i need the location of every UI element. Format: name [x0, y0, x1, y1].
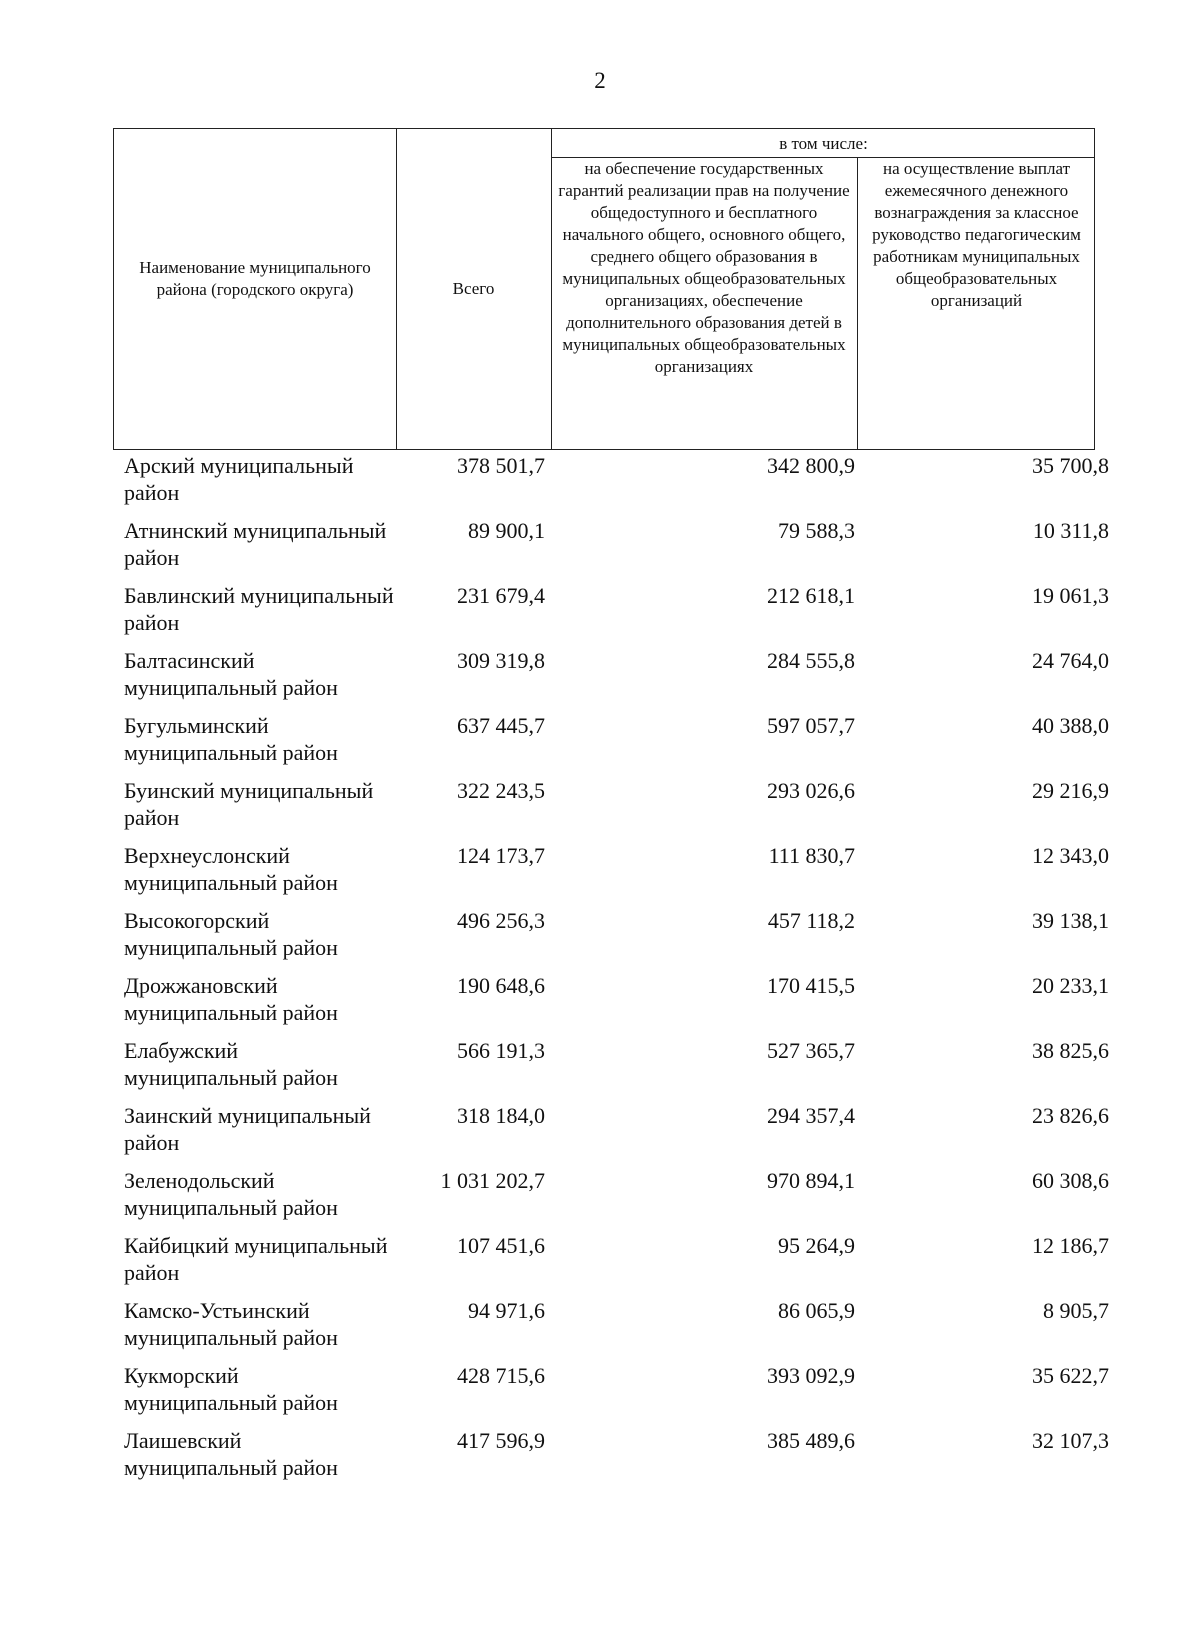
- class-management-value: 23 826,6: [1032, 1103, 1109, 1128]
- guarantees-value: 385 489,6: [767, 1428, 855, 1453]
- district-name: Бавлинский муниципальный район: [124, 583, 394, 635]
- header-total-column: Всего: [452, 279, 495, 298]
- table-row: [0, 972, 1200, 1037]
- guarantees-value: 527 365,7: [767, 1038, 855, 1063]
- table-row: [0, 712, 1200, 777]
- total-value: 190 648,6: [457, 973, 545, 998]
- class-management-value: 20 233,1: [1032, 973, 1109, 998]
- class-management-value: 12 343,0: [1032, 843, 1109, 868]
- class-management-value: 35 622,7: [1032, 1363, 1109, 1388]
- total-value: 1 031 202,7: [440, 1168, 545, 1193]
- total-value: 124 173,7: [457, 843, 545, 868]
- guarantees-value: 111 830,7: [768, 843, 855, 868]
- class-management-value: 24 764,0: [1032, 648, 1109, 673]
- table-row: [0, 1297, 1200, 1362]
- class-management-value: 38 825,6: [1032, 1038, 1109, 1063]
- guarantees-value: 970 894,1: [767, 1168, 855, 1193]
- district-name: Дрожжановский муниципальный район: [124, 973, 338, 1025]
- header-group-label: в том числе:: [779, 134, 868, 153]
- guarantees-value: 342 800,9: [767, 453, 855, 478]
- class-management-value: 19 061,3: [1032, 583, 1109, 608]
- total-value: 566 191,3: [457, 1038, 545, 1063]
- class-management-value: 32 107,3: [1032, 1428, 1109, 1453]
- district-name: Зеленодольский муниципальный район: [124, 1168, 338, 1220]
- guarantees-value: 294 357,4: [767, 1103, 855, 1128]
- class-management-value: 40 388,0: [1032, 713, 1109, 738]
- guarantees-value: 212 618,1: [767, 583, 855, 608]
- total-value: 322 243,5: [457, 778, 545, 803]
- guarantees-value: 95 264,9: [778, 1233, 855, 1258]
- total-value: 309 319,8: [457, 648, 545, 673]
- total-value: 496 256,3: [457, 908, 545, 933]
- table-row: [0, 517, 1200, 582]
- guarantees-value: 393 092,9: [767, 1363, 855, 1388]
- class-management-value: 10 311,8: [1032, 518, 1109, 543]
- guarantees-value: 170 415,5: [767, 973, 855, 998]
- total-value: 231 679,4: [457, 583, 545, 608]
- table-row: [0, 842, 1200, 907]
- table-row: [0, 1362, 1200, 1427]
- table-body: [0, 452, 1200, 1492]
- table-row: [0, 647, 1200, 712]
- class-management-value: 8 905,7: [1043, 1298, 1109, 1323]
- table-row: [0, 1167, 1200, 1232]
- district-name: Заинский муниципальный район: [124, 1103, 371, 1155]
- total-value: 89 900,1: [468, 518, 545, 543]
- total-value: 428 715,6: [457, 1363, 545, 1388]
- total-value: 417 596,9: [457, 1428, 545, 1453]
- table-row: [0, 1037, 1200, 1102]
- header-guarantees-column: на обеспечение государственных гарантий реализации прав на получение общедоступного и бесплатного начального общего, основного общего, среднего общего образования в муниципальных общеобразовательных организациях, обеспечение дополнительного образования детей в муниципальных общеобразовательных организациях: [558, 159, 850, 376]
- guarantees-value: 293 026,6: [767, 778, 855, 803]
- class-management-value: 60 308,6: [1032, 1168, 1109, 1193]
- guarantees-value: 79 588,3: [778, 518, 855, 543]
- class-management-value: 29 216,9: [1032, 778, 1109, 803]
- district-name: Елабужский муниципальный район: [124, 1038, 338, 1090]
- class-management-value: 12 186,7: [1032, 1233, 1109, 1258]
- guarantees-value: 284 555,8: [767, 648, 855, 673]
- district-name: Кукморский муниципальный район: [124, 1363, 338, 1415]
- class-management-value: 39 138,1: [1032, 908, 1109, 933]
- class-management-value: 35 700,8: [1032, 453, 1109, 478]
- table-row: [0, 907, 1200, 972]
- district-name: Кайбицкий муниципальный район: [124, 1233, 388, 1285]
- guarantees-value: 457 118,2: [767, 908, 855, 933]
- district-name: Арский муниципальный район: [124, 453, 354, 505]
- table-row: [0, 452, 1200, 517]
- guarantees-value: 86 065,9: [778, 1298, 855, 1323]
- district-name: Буинский муниципальный район: [124, 778, 374, 830]
- district-name: Лаишевский муниципальный район: [124, 1428, 338, 1480]
- header-class-management-column: на осуществление выплат ежемесячного денежного вознаграждения за классное руководство педагогическим работникам муниципальных общеобразовательных организаций: [872, 159, 1081, 310]
- district-name: Камско-Устьинский муниципальный район: [124, 1298, 338, 1350]
- district-name: Бугульминский муниципальный район: [124, 713, 338, 765]
- total-value: 378 501,7: [457, 453, 545, 478]
- district-name: Высокогорский муниципальный район: [124, 908, 338, 960]
- district-name: Верхнеуслонский муниципальный район: [124, 843, 338, 895]
- table-row: [0, 1232, 1200, 1297]
- table-row: [0, 1427, 1200, 1492]
- total-value: 318 184,0: [457, 1103, 545, 1128]
- table-row: [0, 582, 1200, 647]
- table-header: [113, 128, 1095, 450]
- header-name-column: Наименование муниципального района (городского округа): [139, 258, 371, 299]
- total-value: 637 445,7: [457, 713, 545, 738]
- total-value: 107 451,6: [457, 1233, 545, 1258]
- page-number: 2: [594, 68, 606, 93]
- district-name: Балтасинский муниципальный район: [124, 648, 338, 700]
- district-name: Атнинский муниципальный район: [124, 518, 387, 570]
- table-row: [0, 777, 1200, 842]
- guarantees-value: 597 057,7: [767, 713, 855, 738]
- total-value: 94 971,6: [468, 1298, 545, 1323]
- table-row: [0, 1102, 1200, 1167]
